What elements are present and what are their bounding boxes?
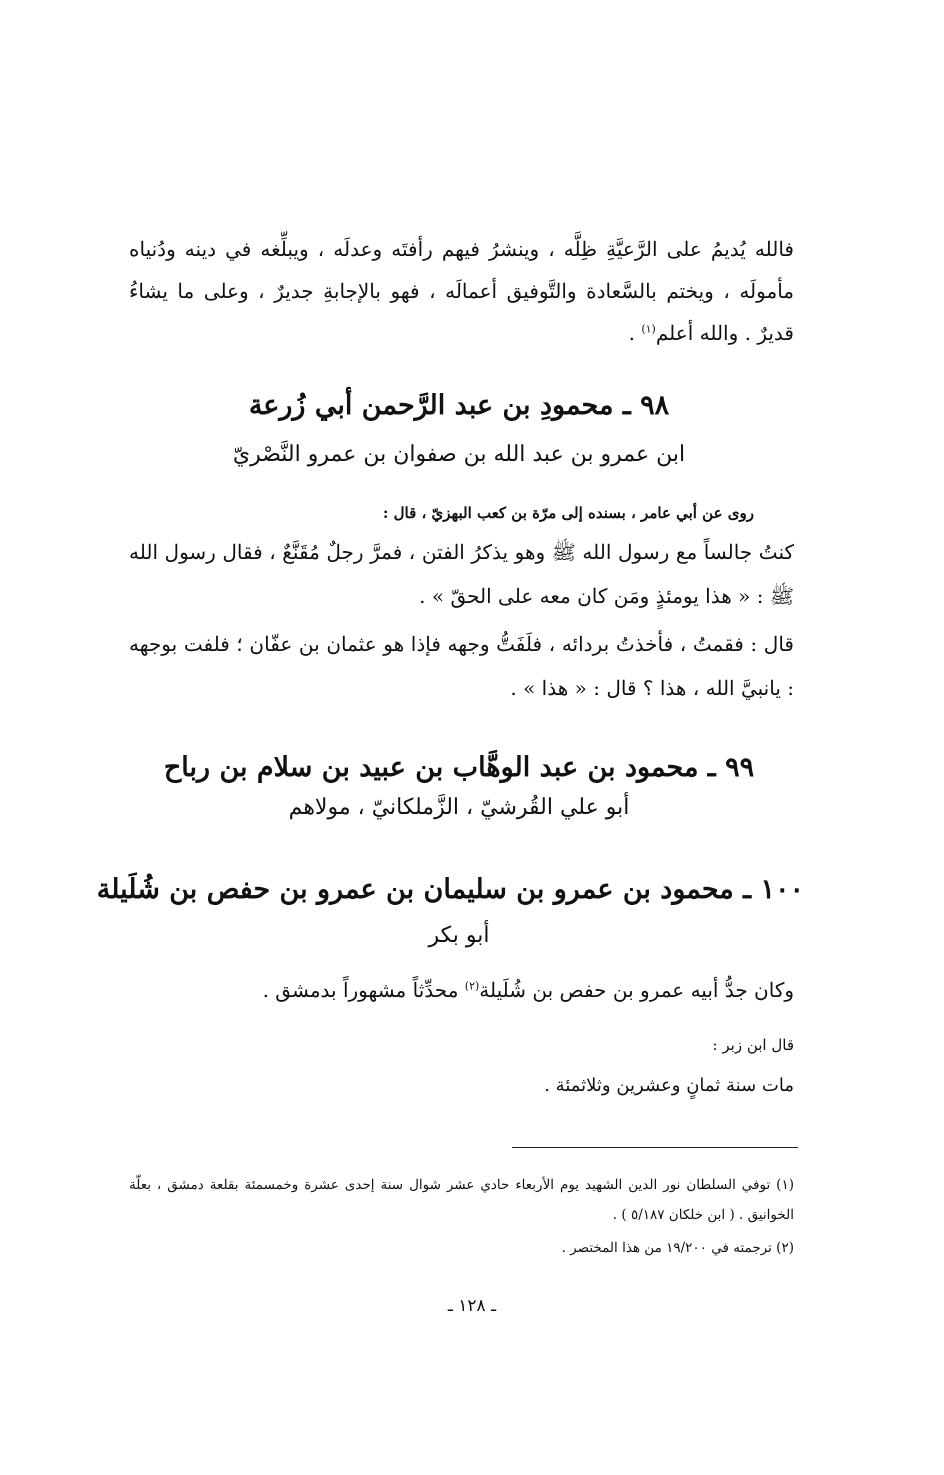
intro-text: فالله يُديمُ على الرَّعيَّةِ ظِلَّه ، وينشرُ فيهم رأفتَه وعدلَه ، ويبلِّغه في دينه ودُنياه مأمولَه ، ويختم بالسَّعادة والتَّوفيق أعمالَه ، فهو بالإجابةِ جديرٌ ، وعلى ما يشاءُ قديرٌ . والله أعلم xyxy=(129,237,794,345)
entry-100-line-2: قال ابن زبر : xyxy=(712,1036,794,1054)
entry-100-line-1-text: وكان جدُّ أبيه عمرو بن حفص بن شُلَيلة xyxy=(479,978,794,1002)
entry-100-subtitle: أبو بكر xyxy=(428,923,490,948)
entry-98-subtitle: ابن عمرو بن عبد الله بن صفوان بن عمرو النَّصْريّ xyxy=(232,442,686,467)
entry-99-subtitle: أبو علي القُرشيّ ، الزَّملكانيّ ، مولاهم xyxy=(288,795,630,820)
entry-98-chain: روى عن أبي عامر ، بسنده إلى مرّة بن كعب البهزيّ ، قال : xyxy=(382,504,754,522)
intro-end: . xyxy=(628,321,642,345)
entry-98-paragraph-1: كنتُ جالساً مع رسول الله ﷺ وهو يذكرُ الفتن ، فمرَّ رجلٌ مُقَنَّعٌ ، فقال رسول الله ﷺ : « هذا يومئذٍ ومَن كان معه على الحقّ » . xyxy=(129,540,794,608)
entry-100-title: ١٠٠ ـ محمود بن عمرو بن سليمان بن عمرو بن حفص بن شُلَيلة xyxy=(96,874,804,905)
footnote-1: (١) توفي السلطان نور الدين الشهيد يوم الأربعاء حادي عشر شوال سنة إحدى عشرة وخمسمئة بقلعة دمشق ، بعلّة الخوانيق . ( ابن خلكان ٥/١٨٧ ) . xyxy=(129,1177,794,1223)
entry-98-title: ٩٨ ـ محمودِ بن عبد الرَّحمن أبي زُرعة xyxy=(248,390,670,421)
intro-paragraph xyxy=(129,228,794,354)
footnote-divider xyxy=(512,1147,798,1148)
entry-100-line-1-end: محدِّثاً مشهوراً بدمشق . xyxy=(262,978,465,1002)
entry-100-line-1 xyxy=(129,970,794,1010)
footnote-ref-2: (٢) xyxy=(464,979,480,993)
page-number: ـ ١٢٨ ـ xyxy=(447,1296,497,1316)
footnote-2: (٢) ترجمته في ١٩/٢٠٠ من هذا المختصر . xyxy=(561,1240,794,1256)
entry-98-paragraph-2: قال : فقمتُ ، فأخذتُ بردائه ، فلَفَتُّ وجهه فإذا هو عثمان بن عفّان ؛ فلفت بوجهه : يانبيَّ الله ، هذا ؟ قال : « هذا » . xyxy=(129,632,794,700)
entry-99-title: ٩٩ ـ محمود بن عبد الوهَّاب بن عبيد بن سلام بن رباح xyxy=(163,752,755,783)
footnote-ref-1: (١) xyxy=(641,322,656,336)
entry-100-line-3: مات سنة ثمانٍ وعشرين وثلاثمئة . xyxy=(544,1075,794,1096)
